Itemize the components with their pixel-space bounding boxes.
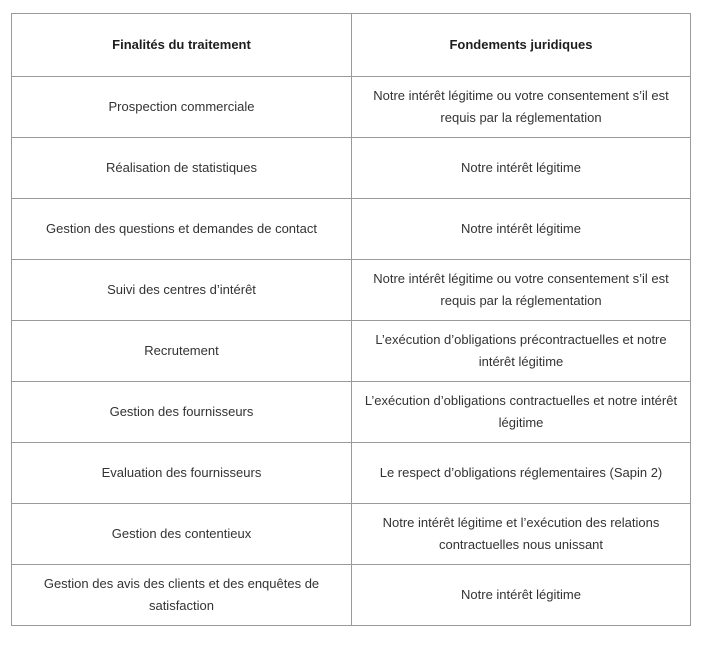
header-processing-purposes: Finalités du traitement [12, 14, 352, 77]
purpose-cell: Recrutement [12, 321, 352, 382]
header-legal-basis: Fondements juridiques [352, 14, 691, 77]
purpose-cell: Suivi des centres d’intérêt [12, 260, 352, 321]
table-row [12, 260, 691, 321]
purpose-cell: Gestion des questions et demandes de contact [12, 199, 352, 260]
legal-basis-cell: Le respect d’obligations réglementaires (Sapin 2) [352, 443, 691, 504]
purpose-cell: Prospection commerciale [12, 77, 352, 138]
table-row [12, 565, 691, 626]
legal-basis-cell: Notre intérêt légitime [352, 565, 691, 626]
table-row [12, 443, 691, 504]
legal-basis-cell: Notre intérêt légitime [352, 138, 691, 199]
legal-basis-cell: Notre intérêt légitime [352, 199, 691, 260]
purpose-cell: Réalisation de statistiques [12, 138, 352, 199]
purpose-cell: Gestion des avis des clients et des enquêtes de satisfaction [12, 565, 352, 626]
table-row [12, 382, 691, 443]
legal-basis-table [11, 13, 691, 626]
table-row [12, 199, 691, 260]
table-header-row [12, 14, 691, 77]
table-row [12, 138, 691, 199]
legal-basis-cell: Notre intérêt légitime ou votre consentement s’il est requis par la réglementation [352, 77, 691, 138]
table-row [12, 321, 691, 382]
legal-basis-cell: Notre intérêt légitime et l’exécution des relations contractuelles nous unissant [352, 504, 691, 565]
table-row [12, 77, 691, 138]
legal-basis-cell: L’exécution d’obligations contractuelles et notre intérêt légitime [352, 382, 691, 443]
purpose-cell: Gestion des fournisseurs [12, 382, 352, 443]
legal-basis-cell: Notre intérêt légitime ou votre consentement s’il est requis par la réglementation [352, 260, 691, 321]
purpose-cell: Evaluation des fournisseurs [12, 443, 352, 504]
purpose-cell: Gestion des contentieux [12, 504, 352, 565]
legal-basis-table-container [11, 13, 690, 626]
table-row [12, 504, 691, 565]
legal-basis-cell: L’exécution d’obligations précontractuelles et notre intérêt légitime [352, 321, 691, 382]
